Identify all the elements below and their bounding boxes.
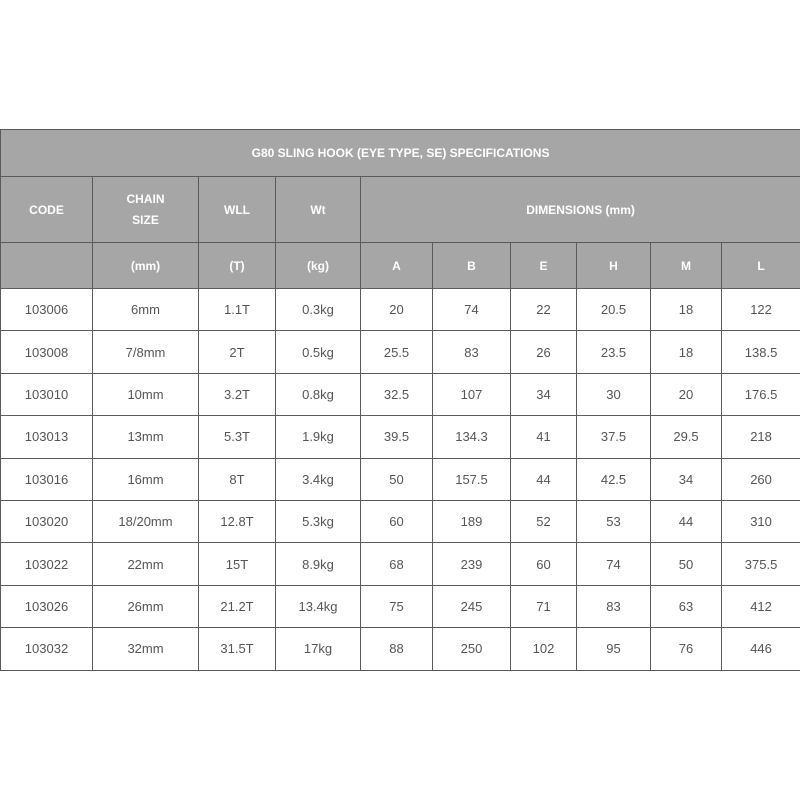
- cell-m: 18: [651, 331, 722, 373]
- cell-chain: 26mm: [93, 585, 199, 627]
- cell-l: 176.5: [722, 373, 800, 415]
- cell-chain: 13mm: [93, 416, 199, 458]
- cell-wt: 0.3kg: [276, 289, 361, 331]
- cell-a: 20: [361, 289, 433, 331]
- cell-h: 74: [577, 543, 651, 585]
- cell-m: 76: [651, 628, 722, 670]
- header-chain-size: [93, 177, 199, 243]
- cell-code: 103032: [1, 628, 93, 670]
- cell-chain: 7/8mm: [93, 331, 199, 373]
- unit-wt: (kg): [276, 243, 361, 289]
- cell-l: 310: [722, 500, 800, 542]
- spec-table-container: [0, 129, 800, 671]
- cell-h: 42.5: [577, 458, 651, 500]
- cell-a: 60: [361, 500, 433, 542]
- header-chain-line2: SIZE: [132, 212, 159, 227]
- cell-e: 71: [511, 585, 577, 627]
- dim-m-header: M: [651, 243, 722, 289]
- cell-chain: 10mm: [93, 373, 199, 415]
- dim-a-header: A: [361, 243, 433, 289]
- cell-wll: 8T: [199, 458, 276, 500]
- cell-b: 83: [433, 331, 511, 373]
- cell-l: 260: [722, 458, 800, 500]
- cell-code: 103008: [1, 331, 93, 373]
- cell-chain: 22mm: [93, 543, 199, 585]
- cell-wll: 21.2T: [199, 585, 276, 627]
- table-row: [1, 458, 800, 500]
- cell-e: 41: [511, 416, 577, 458]
- cell-wt: 13.4kg: [276, 585, 361, 627]
- cell-wll: 12.8T: [199, 500, 276, 542]
- header-chain-line1: CHAIN: [126, 191, 165, 206]
- table-row: [1, 628, 800, 670]
- cell-chain: 16mm: [93, 458, 199, 500]
- cell-e: 34: [511, 373, 577, 415]
- cell-wll: 2T: [199, 331, 276, 373]
- cell-e: 52: [511, 500, 577, 542]
- cell-l: 138.5: [722, 331, 800, 373]
- dim-l-header: L: [722, 243, 800, 289]
- cell-wll: 3.2T: [199, 373, 276, 415]
- cell-l: 122: [722, 289, 800, 331]
- cell-m: 50: [651, 543, 722, 585]
- cell-m: 44: [651, 500, 722, 542]
- cell-chain: 18/20mm: [93, 500, 199, 542]
- cell-wt: 17kg: [276, 628, 361, 670]
- cell-wt: 0.8kg: [276, 373, 361, 415]
- cell-m: 20: [651, 373, 722, 415]
- cell-a: 88: [361, 628, 433, 670]
- cell-m: 34: [651, 458, 722, 500]
- unit-wll: (T): [199, 243, 276, 289]
- cell-wt: 3.4kg: [276, 458, 361, 500]
- table-row: [1, 416, 800, 458]
- cell-wll: 5.3T: [199, 416, 276, 458]
- cell-m: 63: [651, 585, 722, 627]
- cell-wt: 0.5kg: [276, 331, 361, 373]
- spec-table: [0, 129, 800, 671]
- cell-code: 103026: [1, 585, 93, 627]
- cell-h: 37.5: [577, 416, 651, 458]
- header-dimensions: DIMENSIONS (mm): [361, 177, 800, 243]
- cell-h: 23.5: [577, 331, 651, 373]
- table-row: [1, 289, 800, 331]
- cell-a: 32.5: [361, 373, 433, 415]
- cell-h: 20.5: [577, 289, 651, 331]
- cell-code: 103016: [1, 458, 93, 500]
- table-title: G80 SLING HOOK (EYE TYPE, SE) SPECIFICATIONS: [1, 130, 800, 177]
- cell-a: 25.5: [361, 331, 433, 373]
- dim-b-header: B: [433, 243, 511, 289]
- cell-wt: 1.9kg: [276, 416, 361, 458]
- cell-a: 75: [361, 585, 433, 627]
- header-code: CODE: [1, 177, 93, 243]
- cell-b: 239: [433, 543, 511, 585]
- cell-e: 60: [511, 543, 577, 585]
- unit-code: [1, 243, 93, 289]
- cell-h: 53: [577, 500, 651, 542]
- cell-b: 189: [433, 500, 511, 542]
- table-row: [1, 373, 800, 415]
- cell-wt: 5.3kg: [276, 500, 361, 542]
- cell-chain: 32mm: [93, 628, 199, 670]
- cell-e: 22: [511, 289, 577, 331]
- cell-e: 44: [511, 458, 577, 500]
- cell-l: 412: [722, 585, 800, 627]
- cell-code: 103020: [1, 500, 93, 542]
- table-row: [1, 331, 800, 373]
- cell-wt: 8.9kg: [276, 543, 361, 585]
- cell-code: 103022: [1, 543, 93, 585]
- cell-b: 250: [433, 628, 511, 670]
- cell-l: 446: [722, 628, 800, 670]
- cell-h: 95: [577, 628, 651, 670]
- cell-b: 134.3: [433, 416, 511, 458]
- cell-code: 103006: [1, 289, 93, 331]
- table-row: [1, 500, 800, 542]
- dim-h-header: H: [577, 243, 651, 289]
- cell-e: 26: [511, 331, 577, 373]
- cell-wll: 1.1T: [199, 289, 276, 331]
- cell-a: 39.5: [361, 416, 433, 458]
- cell-b: 74: [433, 289, 511, 331]
- cell-wll: 31.5T: [199, 628, 276, 670]
- header-wll: WLL: [199, 177, 276, 243]
- cell-b: 245: [433, 585, 511, 627]
- dim-e-header: E: [511, 243, 577, 289]
- table-row: [1, 585, 800, 627]
- unit-chain-size: (mm): [93, 243, 199, 289]
- cell-wll: 15T: [199, 543, 276, 585]
- cell-l: 375.5: [722, 543, 800, 585]
- cell-e: 102: [511, 628, 577, 670]
- cell-a: 50: [361, 458, 433, 500]
- cell-a: 68: [361, 543, 433, 585]
- cell-b: 107: [433, 373, 511, 415]
- cell-code: 103013: [1, 416, 93, 458]
- cell-h: 30: [577, 373, 651, 415]
- cell-code: 103010: [1, 373, 93, 415]
- cell-b: 157.5: [433, 458, 511, 500]
- table-row: [1, 543, 800, 585]
- cell-m: 29.5: [651, 416, 722, 458]
- cell-chain: 6mm: [93, 289, 199, 331]
- cell-h: 83: [577, 585, 651, 627]
- cell-m: 18: [651, 289, 722, 331]
- header-wt: Wt: [276, 177, 361, 243]
- cell-l: 218: [722, 416, 800, 458]
